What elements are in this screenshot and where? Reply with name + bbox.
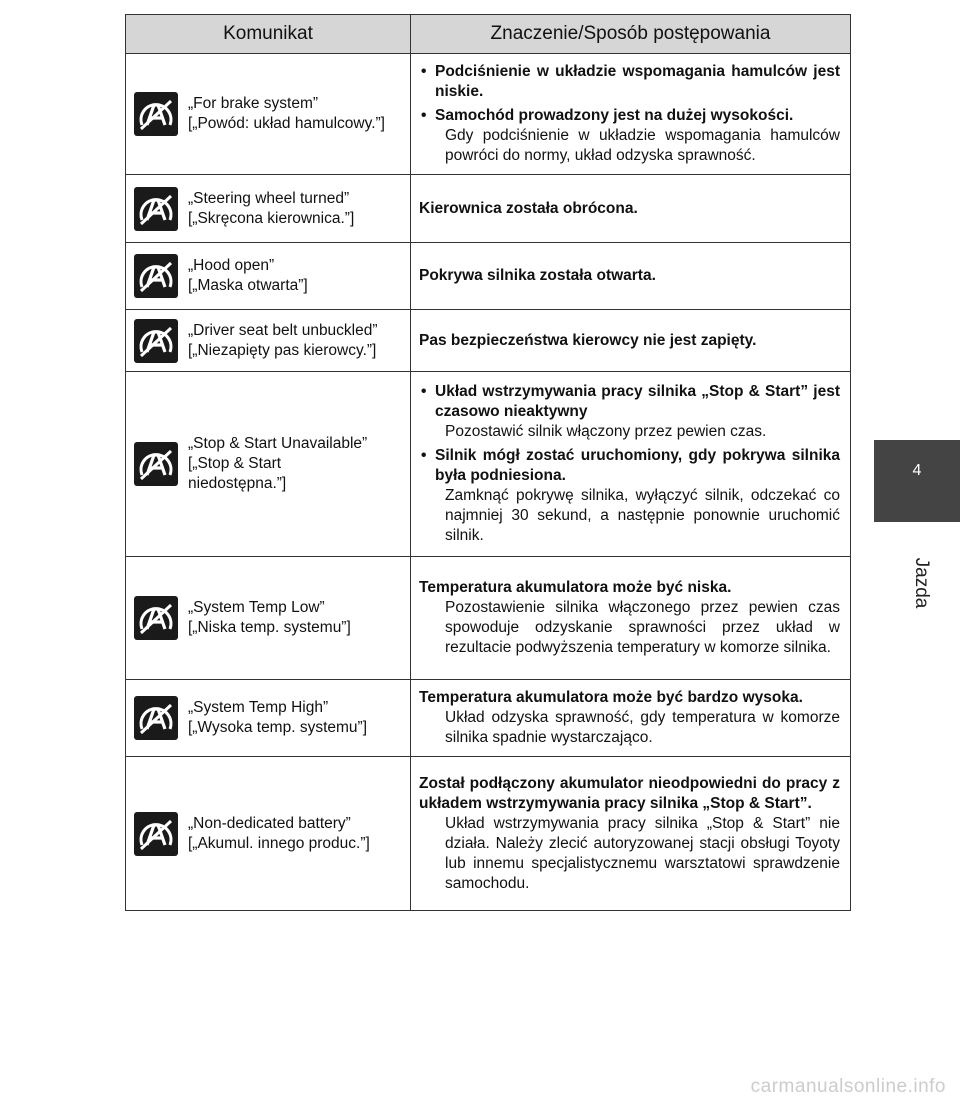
- bullet-body: Zamknąć pokrywę silnika, wyłączyć silnik, odczekać co najmniej 30 sekund, a następnie ponownie uruchomić silnik.: [445, 487, 840, 544]
- brake-warning-icon: [134, 596, 178, 640]
- meaning-cell: [411, 258, 850, 294]
- table-row: [126, 243, 851, 310]
- meaning-cell: [411, 570, 850, 666]
- meaning-body: Pozostawienie silnika włączonego przez pewien czas spowoduje odzyskanie sprawności przez układ w rezultacie podwyższenia temperatury w komorze silnika.: [445, 599, 840, 656]
- bullet-title: Podciśnienie w układzie wspomagania hamulców jest niskie.: [435, 63, 840, 100]
- meaning-cell: [411, 374, 850, 554]
- bullet-title: Układ wstrzymywania pracy silnika „Stop & Start” jest czasowo nieaktywny: [435, 383, 840, 420]
- message-table: [125, 14, 851, 911]
- message-translation: [„Powód: układ hamulcowy.”]: [188, 115, 385, 132]
- chapter-title: Jazda: [911, 557, 932, 609]
- message-text: „System Temp Low”: [188, 599, 325, 616]
- table-row: [126, 557, 851, 680]
- message-translation: [„Stop & Start: [188, 455, 282, 472]
- meaning-heading: Kierownica została obrócona.: [419, 199, 638, 217]
- message-text: „Hood open”: [188, 257, 275, 274]
- meaning-heading: Został podłączony akumulator nieodpowiedni do pracy z układem wstrzymywania pracy silnika „Stop & Start”.: [419, 774, 840, 812]
- column-header-message: Komunikat: [126, 15, 411, 54]
- meaning-body: Układ wstrzymywania pracy silnika „Stop & Start” nie działa. Należy zlecić autoryzowanej stacji obsługi Toyoty lub innemu specjalistycznemu warsztatowi sprawdzenie samochodu.: [445, 814, 840, 892]
- meaning-heading: Temperatura akumulatora może być bardzo wysoka.: [419, 689, 803, 706]
- message-translation: [„Skręcona kierownica.”]: [188, 209, 355, 227]
- message-cell: [126, 187, 410, 231]
- table-row: [126, 54, 851, 175]
- chapter-label: [904, 540, 930, 630]
- brake-warning-icon: [134, 319, 178, 363]
- message-translation: [„Maska otwarta”]: [188, 277, 308, 294]
- bullet-body: Gdy podciśnienie w układzie wspomagania hamulców powróci do normy, układ odzyska sprawność.: [445, 127, 840, 164]
- message-translation: [„Wysoka temp. systemu”]: [188, 719, 368, 736]
- watermark: carmanualsonline.info: [750, 1076, 946, 1097]
- message-translation: [„Niska temp. systemu”]: [188, 619, 351, 636]
- brake-warning-icon: [134, 187, 178, 231]
- table-row: [126, 680, 851, 757]
- bullet-icon: •: [421, 447, 427, 464]
- chapter-number: 4: [912, 462, 922, 479]
- table-row: [126, 310, 851, 372]
- chapter-tab: [874, 440, 960, 522]
- column-header-meaning: Znaczenie/Sposób postępowania: [411, 15, 851, 54]
- bullet-body: Pozostawić silnik włączony przez pewien czas.: [445, 423, 767, 440]
- meaning-cell: [411, 323, 850, 359]
- bullet-title: Silnik mógł zostać uruchomiony, gdy pokrywa silnika była podniesiona.: [435, 447, 840, 484]
- meaning-cell: [411, 191, 850, 227]
- message-text: „System Temp High”: [188, 699, 329, 716]
- table-row: [126, 757, 851, 911]
- message-translation-cont: niedostępna.”]: [188, 475, 287, 492]
- message-cell: [126, 812, 410, 856]
- brake-warning-icon: [134, 92, 178, 136]
- message-cell: [126, 319, 410, 363]
- message-text: „Stop & Start Unavailable”: [188, 435, 368, 452]
- meaning-cell: [411, 766, 850, 902]
- brake-warning-icon: [134, 812, 178, 856]
- meaning-heading: Pokrywa silnika została otwarta.: [419, 267, 656, 284]
- brake-warning-icon: [134, 442, 178, 486]
- message-translation: [„Niezapięty pas kierowcy.”]: [188, 341, 377, 359]
- message-cell: [126, 434, 410, 494]
- meaning-body: Układ odzyska sprawność, gdy temperatura w komorze silnika spadnie wystarczająco.: [445, 709, 840, 746]
- meaning-heading: Pas bezpieczeństwa kierowcy nie jest zapięty.: [419, 331, 757, 349]
- meaning-heading: Temperatura akumulatora może być niska.: [419, 579, 732, 596]
- message-cell: [126, 696, 410, 740]
- brake-warning-icon: [134, 696, 178, 740]
- bullet-title: Samochód prowadzony jest na dużej wysokości.: [435, 107, 794, 124]
- meaning-cell: [411, 680, 850, 756]
- message-cell: [126, 92, 410, 136]
- message-text: „For brake system”: [188, 95, 319, 112]
- message-cell: [126, 254, 410, 298]
- bullet-icon: •: [421, 383, 427, 400]
- bullet-icon: •: [421, 63, 427, 80]
- bullet-icon: •: [421, 107, 427, 124]
- message-cell: [126, 596, 410, 640]
- meaning-cell: [411, 54, 850, 174]
- table-row: [126, 175, 851, 243]
- message-text: „Driver seat belt unbuckled”: [188, 321, 378, 339]
- brake-warning-icon: [134, 254, 178, 298]
- table-row: [126, 372, 851, 557]
- message-text: „Steering wheel turned”: [188, 189, 350, 207]
- message-text: „Non-dedicated battery”: [188, 814, 351, 832]
- message-translation: [„Akumul. innego produc.”]: [188, 834, 370, 852]
- table-header-row: [126, 15, 851, 54]
